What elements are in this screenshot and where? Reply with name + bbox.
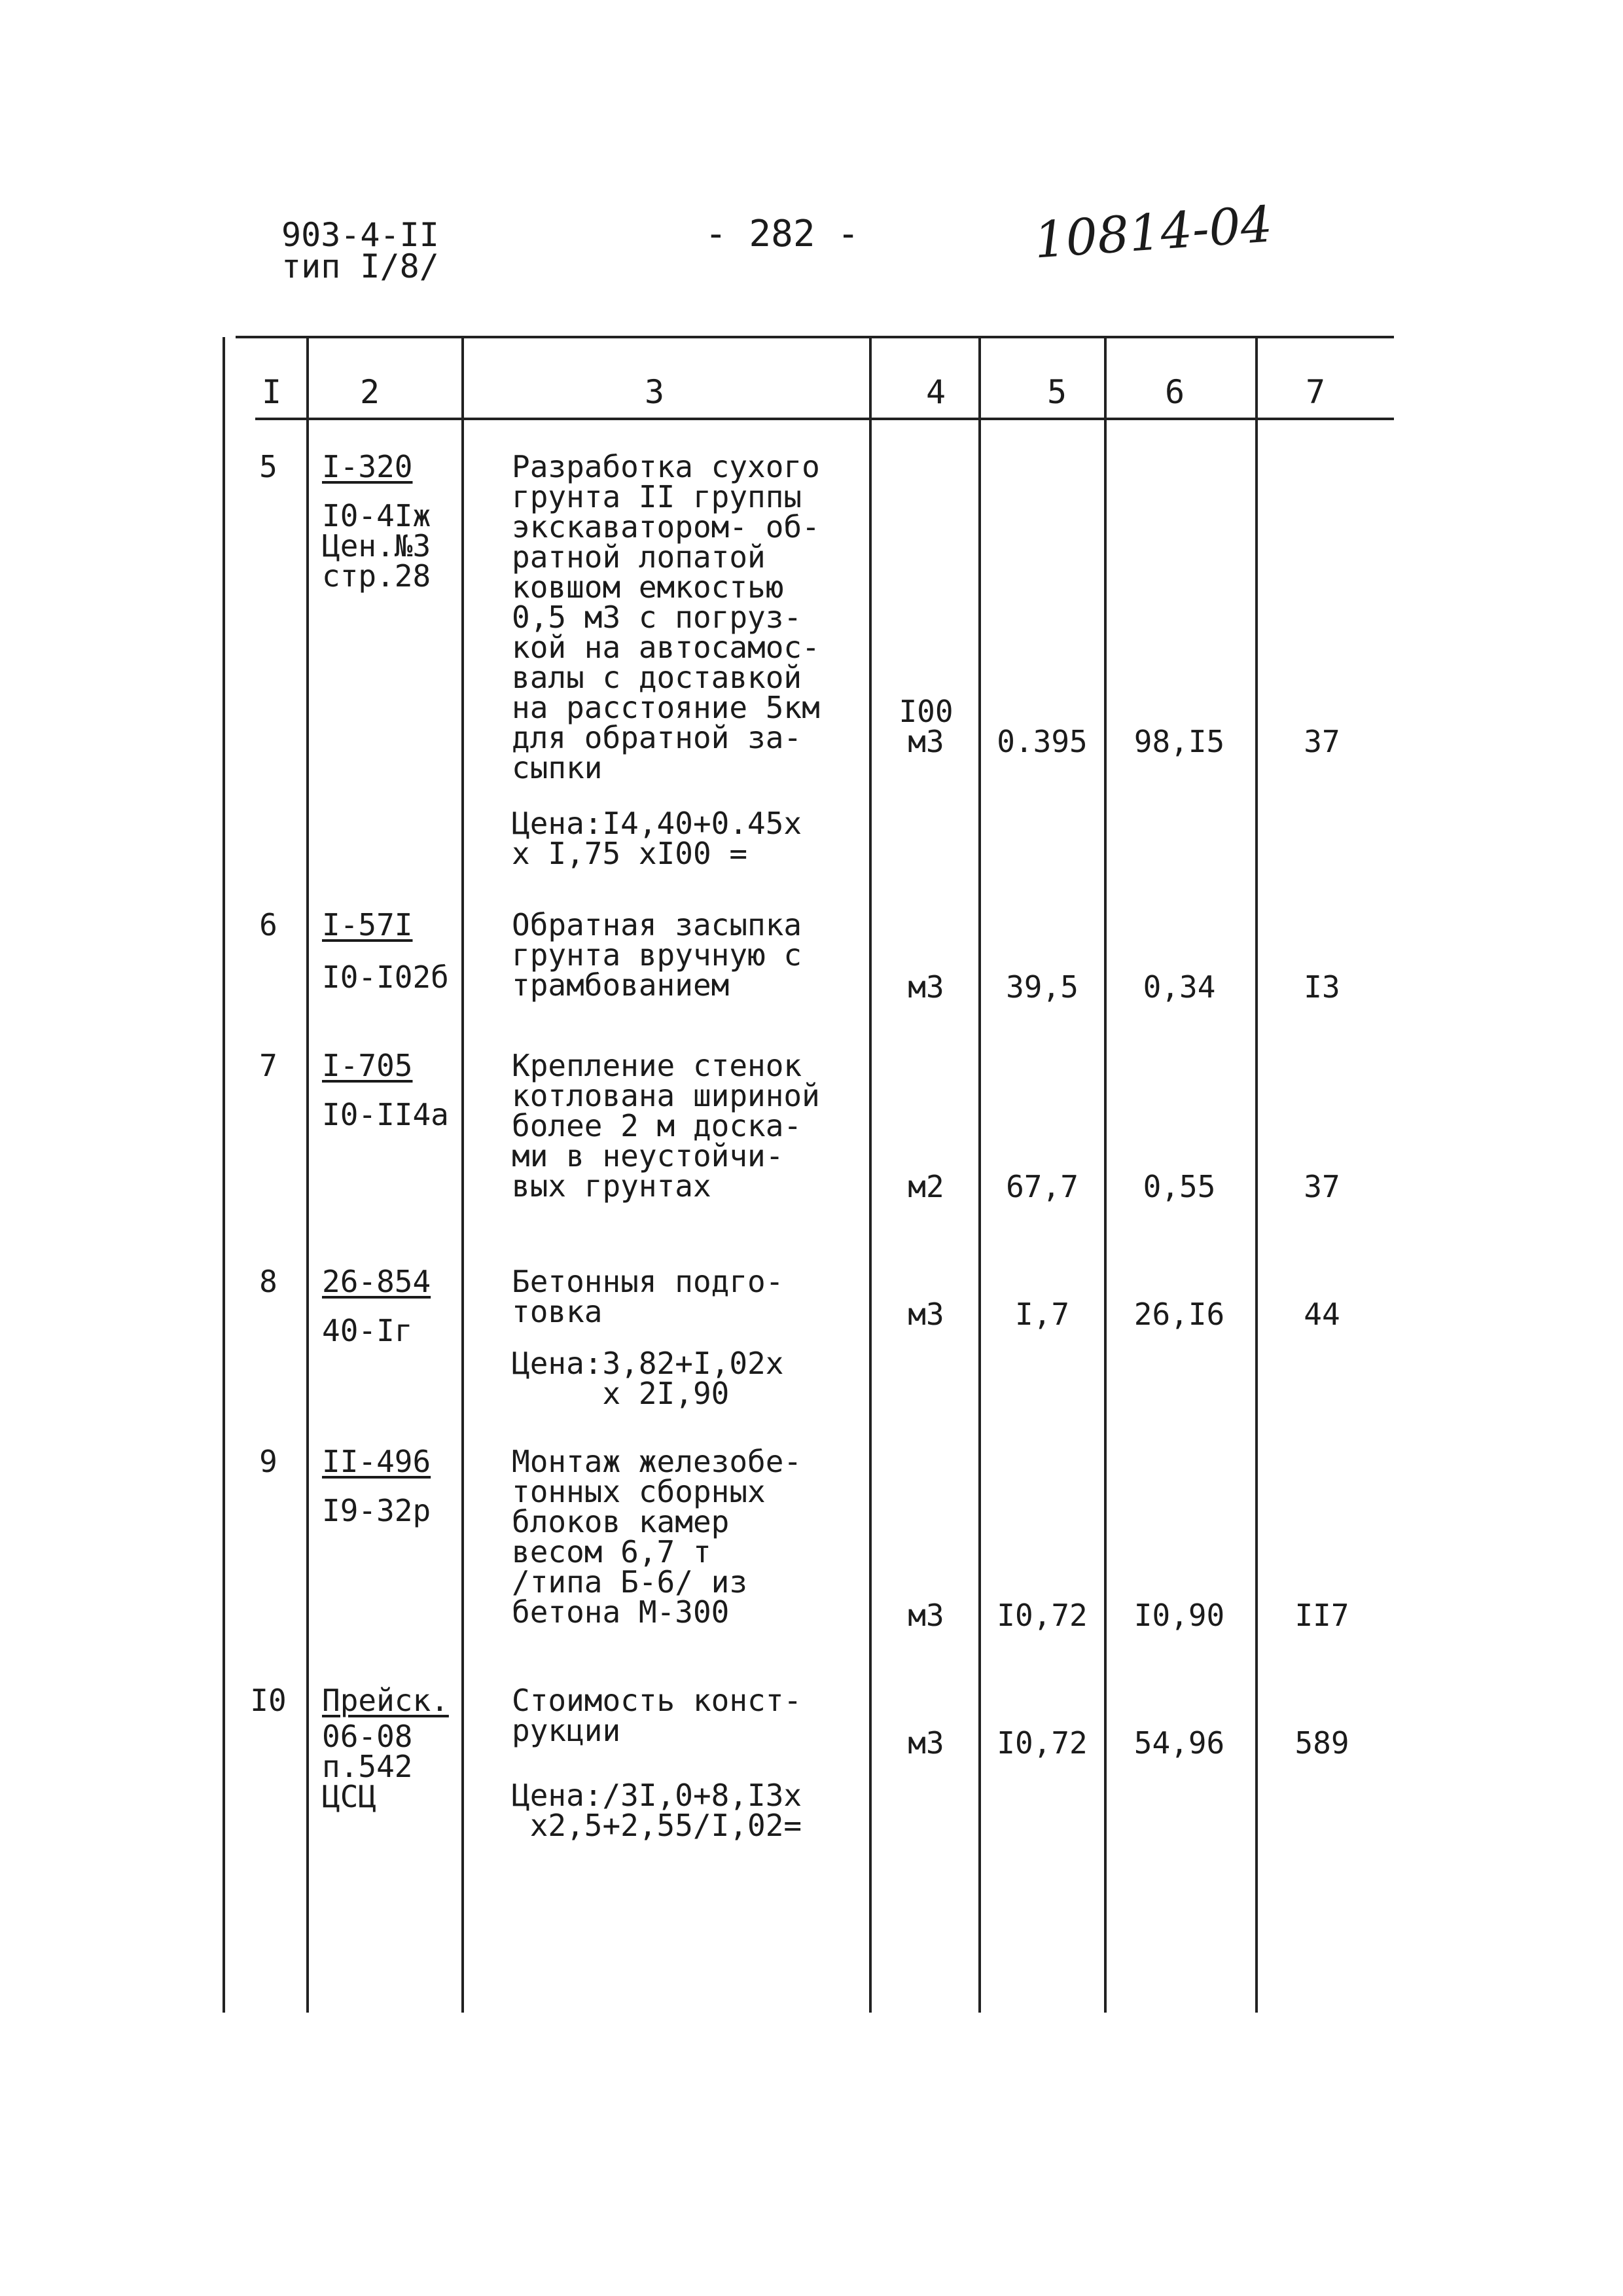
price-formula-line: х2,5+2,55/I,02= — [512, 1808, 802, 1843]
quantity-value: I,7 — [1014, 1297, 1070, 1332]
work-description-line: 0,5 м3 с погруз- — [512, 600, 802, 635]
estimate-code: II-496 — [322, 1444, 431, 1479]
quantity-value: 0.395 — [997, 724, 1088, 759]
column-divider-4 — [978, 337, 981, 2013]
quantity-value: I0,72 — [997, 1725, 1088, 1761]
total-cost-value: 44 — [1304, 1297, 1340, 1332]
column-header-2: 2 — [359, 373, 380, 411]
quantity-value: 39,5 — [1006, 969, 1079, 1005]
work-description-line: Стоимость конст- — [512, 1683, 802, 1718]
estimate-code-ref: I0-I02б — [322, 960, 449, 995]
work-description-line: Монтаж железобе- — [512, 1444, 802, 1479]
work-description-line: ратной лопатой — [512, 539, 766, 575]
work-description-line: Разработка сухого — [512, 449, 820, 484]
price-formula-line: х I,75 хI00 = — [512, 836, 748, 871]
column-divider-2 — [461, 337, 464, 2013]
unit-price-value: 54,96 — [1133, 1725, 1225, 1761]
quantity-value: 67,7 — [1006, 1169, 1079, 1204]
row-number: 6 — [259, 907, 277, 942]
total-cost-value: 37 — [1304, 1169, 1340, 1204]
work-description-line: трамбованием — [512, 967, 730, 1003]
work-description-line: тонных сборных — [512, 1474, 766, 1509]
work-description-line: весом 6,7 т — [512, 1534, 711, 1570]
unit-price-value: I0,90 — [1133, 1598, 1225, 1633]
unit-of-measure: м3 — [908, 1297, 944, 1332]
column-header-3: 3 — [644, 373, 665, 411]
column-header-4: 4 — [925, 373, 946, 411]
estimate-code-ref: I0-4Iж — [322, 498, 431, 533]
work-description-line: котлована шириной — [512, 1078, 820, 1113]
quantity-value: I0,72 — [997, 1598, 1088, 1633]
work-description-line: Обратная засыпка — [512, 907, 802, 942]
estimate-code-ref: стр.28 — [322, 558, 431, 594]
column-header-5: 5 — [1046, 373, 1067, 411]
work-description-line: Бетонныя подго- — [512, 1264, 784, 1299]
total-cost-value: II7 — [1294, 1598, 1349, 1633]
estimate-code-ref: 40-Iг — [322, 1313, 413, 1348]
work-description-line: блоков камер — [512, 1504, 730, 1539]
row-number: 8 — [259, 1264, 277, 1299]
unit-price-value: 0,55 — [1143, 1169, 1216, 1204]
row-number: 9 — [259, 1444, 277, 1479]
estimate-code-ref: ЦСЦ — [322, 1779, 377, 1814]
unit-price-value: 98,I5 — [1133, 724, 1225, 759]
row-number: 7 — [259, 1048, 277, 1083]
work-description-line: кой на автосамос- — [512, 630, 820, 665]
work-description-line: более 2 м доска- — [512, 1108, 802, 1143]
unit-price-value: 0,34 — [1143, 969, 1216, 1005]
work-description-line: ми в неустойчи- — [512, 1138, 784, 1174]
column-header-1: I — [261, 373, 282, 411]
estimate-code: I-57I — [322, 907, 413, 942]
work-description-line: рукции — [512, 1713, 621, 1748]
price-formula-line: Цена:I4,40+0.45х — [512, 806, 802, 841]
document-code: 903-4-II — [281, 216, 439, 254]
work-description-line: бетона М-300 — [512, 1594, 730, 1630]
row-number: 5 — [259, 449, 277, 484]
unit-price-value: 26,I6 — [1133, 1297, 1225, 1332]
work-description-line: сыпки — [512, 750, 603, 785]
document-code-block — [281, 216, 439, 285]
price-formula-line: Цена:3,82+I,02х — [512, 1346, 784, 1381]
work-description-line: экскаватором- об- — [512, 509, 820, 545]
total-cost-value: I3 — [1304, 969, 1340, 1005]
unit-of-measure: м2 — [908, 1169, 944, 1204]
row-number: I0 — [250, 1683, 287, 1718]
work-description-line: грунта II группы — [512, 479, 802, 514]
estimate-code-ref: I9-32р — [322, 1493, 431, 1528]
document-type: тип I/8/ — [281, 247, 439, 285]
work-description-line: Крепление стенок — [512, 1048, 802, 1083]
total-cost-value: 37 — [1304, 724, 1340, 759]
handwritten-reference: 10814-04 — [1032, 194, 1274, 270]
work-description-line: валы с доставкой — [512, 660, 802, 695]
work-description-line: ковшом емкостью — [512, 569, 784, 605]
work-description-line: товка — [512, 1294, 603, 1329]
column-header-6: 6 — [1164, 373, 1185, 411]
estimate-code: I-705 — [322, 1048, 413, 1083]
unit-of-measure: м3 — [908, 969, 944, 1005]
column-header-7: 7 — [1305, 373, 1326, 411]
estimate-code: I-320 — [322, 449, 413, 484]
work-description-line: для обратной за- — [512, 720, 802, 755]
page-number: - 282 - — [704, 213, 859, 255]
unit-of-measure: м3 — [908, 724, 944, 759]
table-header-rule — [255, 418, 1394, 420]
estimate-code-ref: п.542 — [322, 1749, 413, 1784]
estimate-code: 26-854 — [322, 1264, 431, 1299]
price-formula-line: х 2I,90 — [512, 1376, 730, 1411]
column-divider-5 — [1104, 337, 1107, 2013]
total-cost-value: 589 — [1294, 1725, 1349, 1761]
work-description-line: на расстояние 5км — [512, 690, 820, 725]
estimate-code-ref: Цен.№3 — [322, 528, 431, 564]
unit-of-measure: м3 — [908, 1725, 944, 1761]
work-description-line: грунта вручную с — [512, 937, 802, 973]
column-divider-3 — [869, 337, 872, 2013]
work-description-line: /типа Б-6/ из — [512, 1564, 748, 1600]
estimate-code: Прейск. — [322, 1683, 449, 1718]
estimate-code-ref: I0-II4а — [322, 1097, 449, 1132]
table-border-left — [223, 337, 225, 2013]
work-description-line: вых грунтах — [512, 1168, 711, 1204]
table-top-rule — [236, 336, 1394, 338]
column-divider-1 — [306, 337, 309, 2013]
unit-of-measure: I00 — [899, 694, 954, 729]
price-formula-line: Цена:/3I,0+8,I3х — [512, 1778, 802, 1813]
unit-of-measure: м3 — [908, 1598, 944, 1633]
estimate-code-ref: 06-08 — [322, 1719, 413, 1754]
column-divider-6 — [1255, 337, 1258, 2013]
